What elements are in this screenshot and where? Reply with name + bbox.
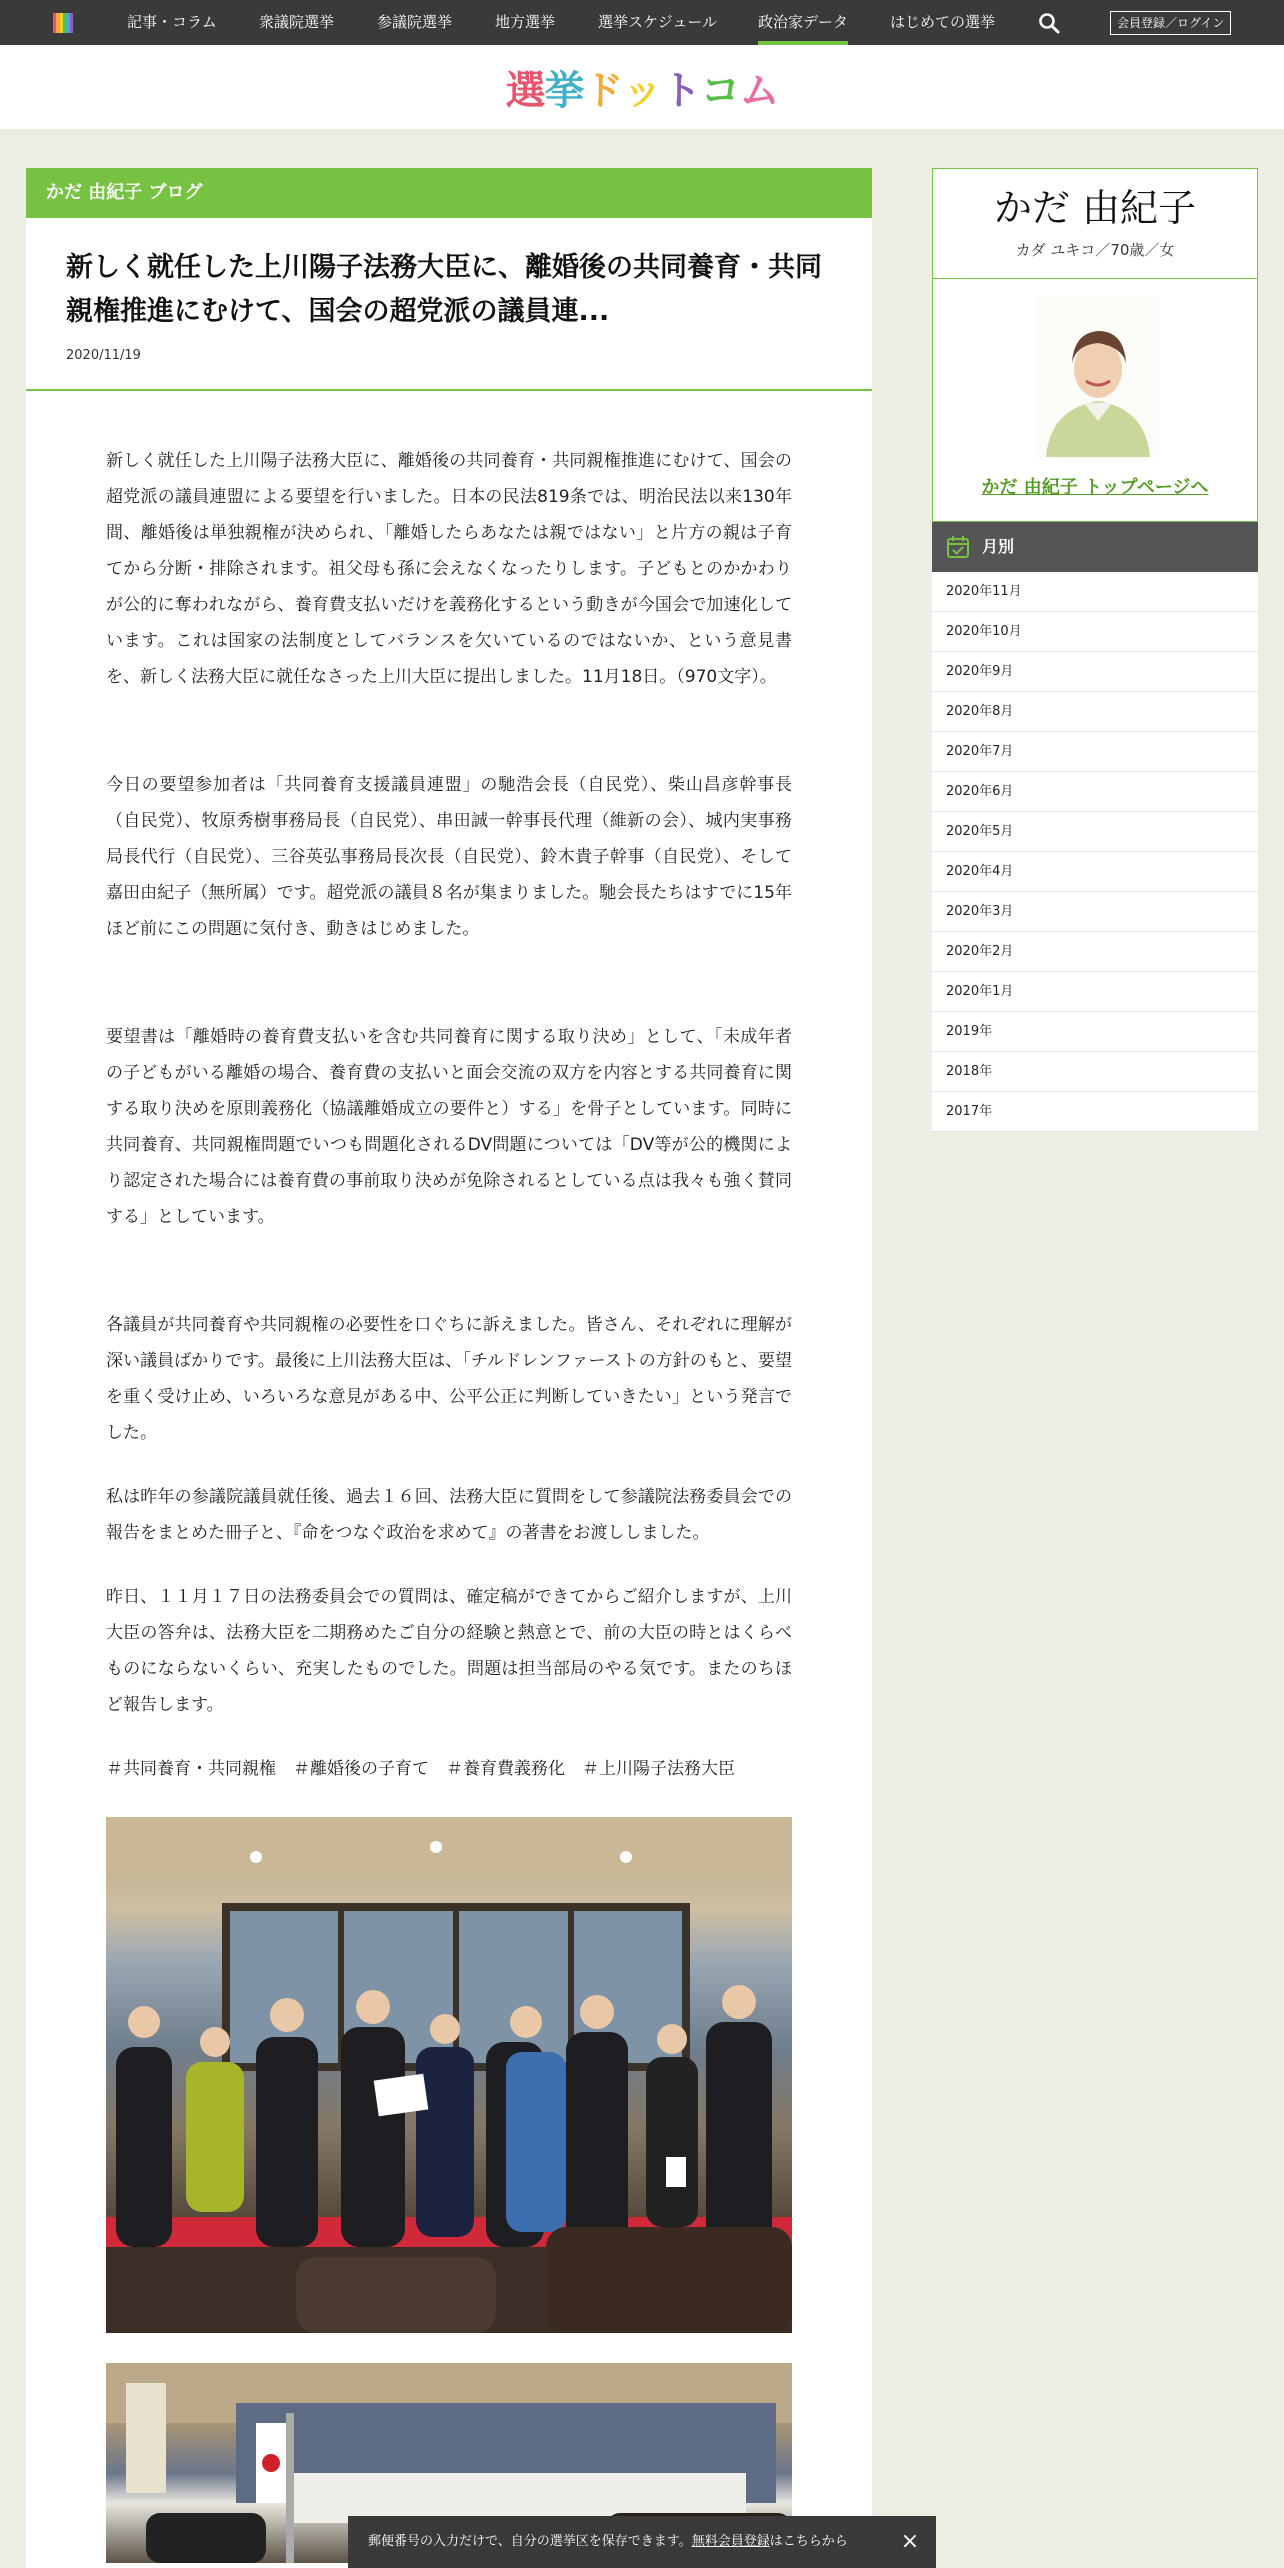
article-category: かだ 由紀子 ブログ: [26, 168, 872, 218]
archive-item[interactable]: 2020年1月: [932, 972, 1258, 1012]
article-paragraph: 昨日、１１月１７日の法務委員会での質問は、確定稿ができてからご紹介しますが、上川大臣の答弁は、法務大臣を二期務めたご自分の経験と熱意とで、前の大臣の時とはくらべものにならないくらい、充実したものでした。問題は担当部局のやる気です。またのちほど報告します。: [106, 1587, 792, 1715]
profile-name-box: [933, 169, 1257, 279]
article-paragraph: 新しく就任した上川陽子法務大臣に、離婚後の共同養育・共同親権推進にむけて、国会の超党派の議員連盟による要望を行いました。日本の民法819条では、明治民法以来130年間、離婚後は単独親権が決められ、「離婚したらあなたは親ではない」と片方の親は子育てから分断・排除されます。祖父母も孫に会えなくなったりします。子どもとのかかわりが公的に奪われながら、養育費支払いだけを義務化するという動きが今国会で加速化しています。これは国家の法制度としてバランスを欠いているのではないか、という意見書を、新しく法務大臣に就任なさった上川大臣に提出しました。11月18日。（970文字）。: [106, 451, 792, 687]
nav-item-local-elections[interactable]: 地方選挙: [495, 13, 556, 31]
archive-item[interactable]: 2017年: [932, 1092, 1258, 1132]
article-paragraph: 私は昨年の参議院議員就任後、過去１６回、法務大臣に質問をして参議院法務委員会での報告をまとめた冊子と、『命をつなぐ政治を求めて』の著書をお渡ししました。: [106, 1487, 792, 1543]
signup-notice-text: 郵便番号の入力だけで、自分の選挙区を保存できます。: [368, 2534, 692, 2549]
top-nav: [0, 0, 1284, 45]
nav-item-politician-data[interactable]: 政治家データ: [758, 0, 848, 45]
archive-item[interactable]: 2020年4月: [932, 852, 1258, 892]
site-logo[interactable]: [505, 63, 779, 114]
article-paragraph: 各議員が共同養育や共同親権の必要性を口ぐちに訴えました。皆さん、それぞれに理解が深い議員ばかりです。最後に上川法務大臣は、「チルドレンファーストの方針のもと、要望を重く受け止め、いろいろな意見がある中、公平公正に判断していきたい」という発言でした。: [106, 1315, 792, 1443]
logo-char: コ: [700, 67, 740, 114]
free-signup-link[interactable]: 無料会員登録: [691, 2534, 770, 2549]
site-mini-logo[interactable]: [53, 13, 73, 33]
monthly-archive: [932, 522, 1258, 1132]
logo-char: ッ: [622, 67, 662, 114]
logo-char: ム: [739, 67, 779, 114]
nav-item-articles[interactable]: 記事・コラム: [127, 13, 217, 31]
avatar: [1036, 297, 1160, 457]
archive-item[interactable]: 2020年6月: [932, 772, 1258, 812]
article-title: 新しく就任した上川陽子法務大臣に、離婚後の共同養育・共同親権推進にむけて、国会の超党派の議員連...: [66, 252, 822, 327]
article: [26, 168, 872, 2568]
article-body: [26, 391, 872, 2563]
archive-item[interactable]: 2020年9月: [932, 652, 1258, 692]
signup-notice-bar: [348, 2516, 936, 2568]
close-icon[interactable]: ×: [900, 2529, 920, 2554]
avatar-illustration: [1036, 297, 1160, 457]
archive-header: [932, 522, 1258, 572]
search-icon[interactable]: [1038, 12, 1060, 34]
site-header: [0, 45, 1284, 129]
article-paragraph: 今日の要望参加者は「共同養育支援議員連盟」の馳浩会長（自民党）、柴山昌彦幹事長（自民党）、牧原秀樹事務局長（自民党）、串田誠一幹事長代理（維新の会）、城内実事務局長代行（自民党）、三谷英弘事務局長次長（自民党）、鈴木貴子幹事（自民党）、そして嘉田由紀子（無所属）です。超党派の議員８名が集まりました。馳会長たちはすでに15年ほど前にこの問題に気付き、動きはじめました。: [106, 775, 792, 939]
politician-name: かだ 由紀子: [993, 186, 1197, 230]
article-header: [26, 218, 872, 391]
archive-item[interactable]: 2019年: [932, 1012, 1258, 1052]
archive-item[interactable]: 2020年8月: [932, 692, 1258, 732]
login-button[interactable]: 会員登録／ログイン: [1110, 11, 1231, 35]
archive-item[interactable]: 2020年3月: [932, 892, 1258, 932]
nav-item-house-of-representatives[interactable]: 衆議院選挙: [259, 13, 335, 31]
archive-item[interactable]: 2020年7月: [932, 732, 1258, 772]
article-tags: ＃共同養育・共同親権 ＃離婚後の子育て ＃養育費義務化 ＃上川陽子法務大臣: [106, 1759, 735, 1779]
politician-kana-age-gender: カダ ユキコ／70歳／女: [1015, 241, 1175, 259]
archive-item[interactable]: 2020年2月: [932, 932, 1258, 972]
archive-item[interactable]: 2020年11月: [932, 572, 1258, 612]
article-paragraph: 要望書は「離婚時の養育費支払いを含む共同養育に関する取り決め」として、「未成年者の子どもがいる離婚の場合、養育費の支払いと面会交流の双方を内容とする共同養育に関する取り決めを原則義務化（協議離婚成立の要件と）する」を骨子としています。同時に共同養育、共同親権問題でいつも問題化されるDV問題については「DV等が公的機関により認定された場合には養育費の事前取り決めが免除されるとしている点は我々も強く賛同する」としています。: [106, 1027, 792, 1227]
photo-group-illustration: [106, 1817, 792, 2333]
archive-item[interactable]: 2020年5月: [932, 812, 1258, 852]
logo-char: ト: [661, 67, 701, 114]
politician-top-page-link[interactable]: かだ 由紀子 トップページへ: [981, 477, 1209, 498]
archive-item[interactable]: 2020年10月: [932, 612, 1258, 652]
logo-char: ド: [583, 67, 623, 114]
profile-card: [932, 168, 1258, 522]
logo-char: 選: [505, 67, 545, 114]
calendar-icon: [946, 535, 970, 559]
archive-title: 月別: [982, 537, 1015, 556]
article-photo-group: [106, 1817, 792, 2333]
article-date: 2020/11/19: [66, 348, 141, 363]
nav-item-election-schedule[interactable]: 選挙スケジュール: [598, 13, 718, 31]
nav-item-first-election[interactable]: はじめての選挙: [890, 13, 996, 31]
logo-char: 挙: [544, 67, 584, 114]
nav-item-house-of-councillors[interactable]: 参議院選挙: [377, 13, 453, 31]
archive-item[interactable]: 2018年: [932, 1052, 1258, 1092]
signup-notice-suffix: はこちらから: [769, 2534, 848, 2549]
